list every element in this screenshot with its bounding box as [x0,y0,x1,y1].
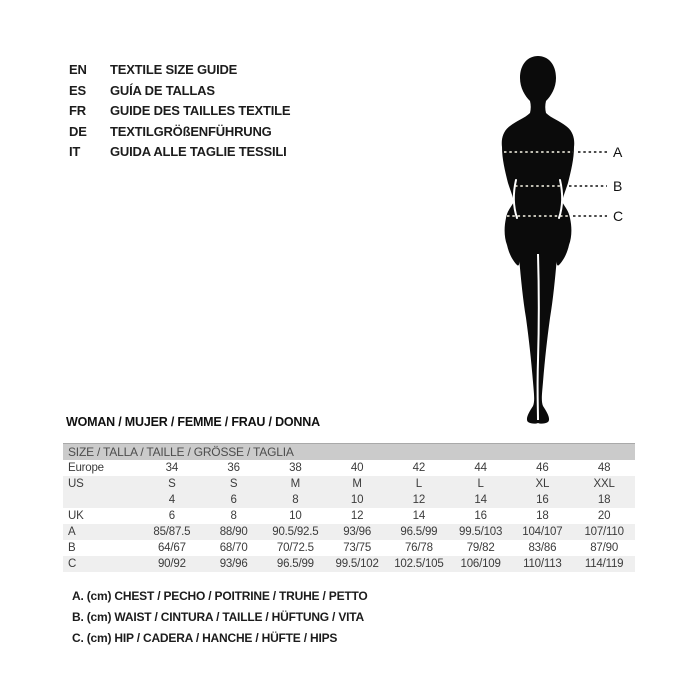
size-value-cell: 90/92 [157,558,186,570]
size-value-cell: 70/72.5 [276,542,314,554]
size-value-cell: L [477,478,484,490]
hip-line-label: C [613,208,624,224]
size-value-cell: 114/119 [584,558,624,570]
table-row [63,476,635,492]
size-value-cell: 6 [230,494,237,506]
size-value-cell: 36 [227,462,240,474]
size-value-cell: 73/75 [343,542,372,554]
size-value-cell: 14 [412,510,426,522]
table-row [63,460,635,476]
size-table-header: SIZE / TALLA / TAILLE / GRÖSSE / TAGLIA [63,443,635,460]
table-row [63,508,635,524]
size-value-cell: 12 [412,494,426,506]
size-value-cell: 83/86 [528,542,557,554]
gender-heading: WOMAN / MUJER / FEMME / FRAU / DONNA [66,415,320,429]
language-label: TEXTILGRÖßENFÜHRUNG [110,123,272,139]
size-value-cell: 79/82 [466,542,495,554]
size-value-cell: 102.5/105 [394,558,444,570]
language-label: TEXTILE SIZE GUIDE [110,62,238,77]
size-value-cell: 64/67 [157,542,186,554]
language-code: IT [69,144,81,159]
size-value-cell: 88/90 [219,526,248,538]
size-value-cell: S [229,478,238,490]
size-value-cell: 85/87.5 [153,526,191,538]
row-label-cell: UK [68,510,84,522]
language-row [69,144,290,159]
size-value-cell: 44 [474,462,487,474]
woman-silhouette-figure [458,48,638,438]
measurement-legend [72,586,368,649]
language-row [69,62,290,77]
size-value-cell: 76/78 [404,542,433,554]
size-value-cell: 10 [350,494,364,506]
size-value-cell: 68/70 [219,542,248,554]
size-value-cell: 96.5/99 [276,558,314,570]
size-value-cell: 20 [597,510,611,522]
size-value-cell: 8 [230,510,237,522]
language-code: EN [69,62,87,77]
size-value-cell: 93/96 [219,558,248,570]
size-value-cell: 40 [350,462,364,474]
size-value-cell: 42 [412,462,426,474]
size-table-body [63,460,635,572]
table-row [63,556,635,572]
size-value-cell: 14 [474,494,487,506]
legend-line-waist: B. (cm) WAIST / CINTURA / TAILLE / HÜFTUNG / VITA [72,610,364,624]
size-value-cell: 18 [597,494,611,506]
row-label-cell: A [68,526,76,538]
size-value-cell: 16 [536,494,549,506]
size-value-cell: 34 [165,462,179,474]
table-row [63,540,635,556]
size-value-cell: 18 [536,510,549,522]
leg-gap-line [538,254,539,420]
size-value-cell: M [352,478,362,490]
size-value-cell: 87/90 [590,542,619,554]
size-value-cell: L [415,478,422,490]
language-code: DE [69,123,87,139]
size-value-cell: 104/107 [522,526,563,538]
size-value-cell: 46 [536,462,549,474]
size-table-section [63,443,635,572]
language-code: FR [69,103,86,118]
size-value-cell: 107/110 [584,526,624,538]
row-label-cell: US [68,478,84,490]
size-value-cell: 38 [289,462,302,474]
size-value-cell: 10 [289,510,302,522]
language-row [69,124,290,139]
size-value-cell: S [168,478,176,490]
size-value-cell: M [290,478,301,490]
size-table [63,460,635,572]
language-label: GUIDE DES TAILLES TEXTILE [110,103,291,118]
size-value-cell: 4 [168,494,175,506]
legend-line-hip: C. (cm) HIP / CADERA / HANCHE / HÜFTE / HIPS [72,631,338,645]
size-value-cell: 93/96 [343,526,372,538]
waist-line-label: B [613,178,623,194]
language-label: GUÍA DE TALLAS [110,82,215,98]
size-value-cell: 99.5/103 [459,526,503,538]
size-value-cell: 8 [292,494,299,506]
row-label-cell: B [68,542,76,554]
table-row [63,524,635,540]
row-label-cell: C [68,558,77,570]
language-row [69,103,290,118]
size-value-cell: XXL [593,478,615,490]
language-row [69,83,290,98]
chest-line-label: A [613,144,623,160]
size-value-cell: 48 [597,462,611,474]
size-value-cell: 6 [168,510,175,522]
table-row [63,492,635,508]
size-value-cell: 96.5/99 [400,526,438,538]
row-label-cell [63,492,141,508]
size-value-cell: 16 [474,510,487,522]
language-label: GUIDA ALLE TAGLIE TESSILI [110,144,287,159]
language-list [69,62,290,159]
row-label-cell: Europe [68,462,104,474]
size-value-cell: 90.5/92.5 [272,526,319,538]
size-value-cell: 106/109 [460,558,501,570]
size-value-cell: 110/113 [523,558,562,570]
language-code: ES [69,82,86,98]
size-value-cell: 99.5/102 [335,558,379,570]
size-value-cell: 12 [350,510,364,522]
size-value-cell: XL [535,478,550,490]
legend-line-chest: A. (cm) CHEST / PECHO / POITRINE / TRUHE / PETTO [72,589,368,603]
